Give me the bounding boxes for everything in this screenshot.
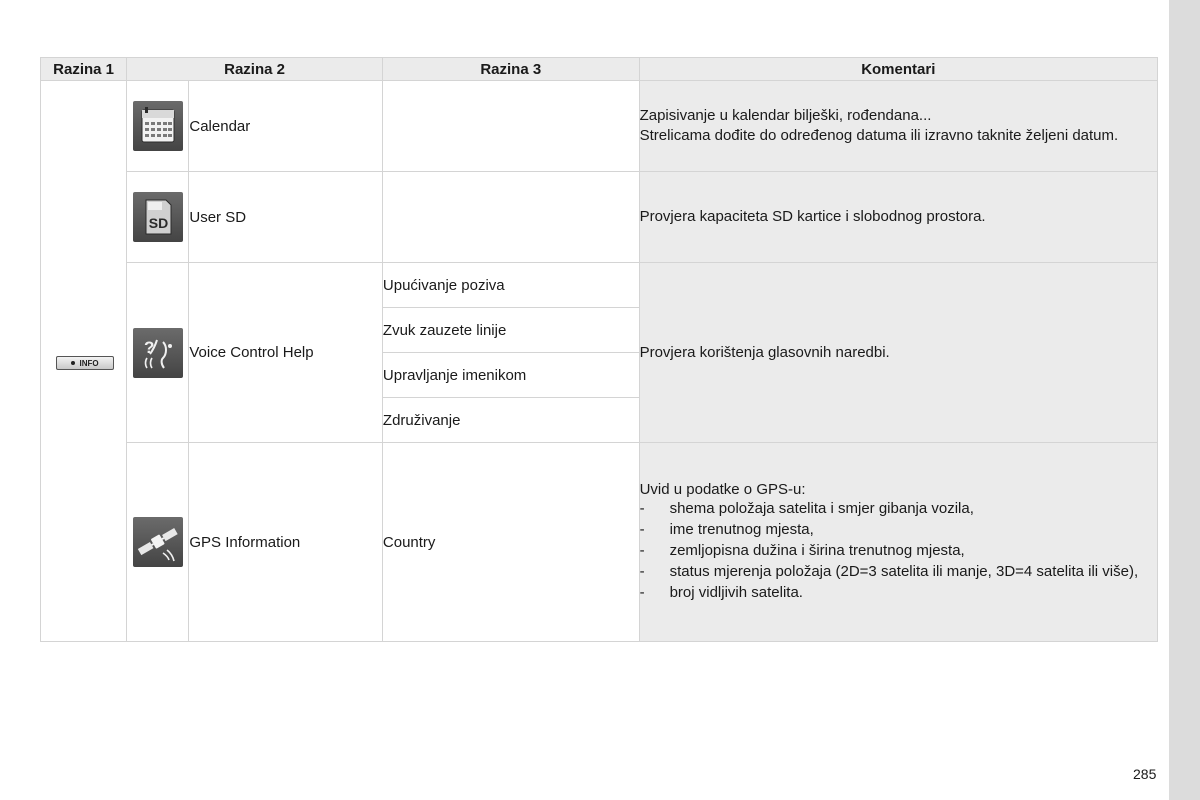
comment-line: Provjera kapaciteta SD kartice i slobodnog prostora. (639, 208, 986, 225)
comment-calendar (639, 81, 1157, 172)
header-level3: Razina 3 (382, 58, 639, 81)
header-level1: Razina 1 (41, 58, 127, 81)
page-edge-strip (1169, 0, 1200, 800)
sd-icon-text: SD (148, 215, 169, 231)
svg-text:?: ? (143, 337, 155, 357)
comment-line: Strelicama dođite do određenog datuma ili izravno taknite željeni datum. (639, 127, 1119, 144)
list-item: - ime trenutnog mjesta, (640, 521, 1157, 538)
sd-icon-cell (127, 172, 189, 263)
gps-icon-cell (127, 443, 189, 642)
comment-voice-help (639, 263, 1157, 443)
comment-line: Uvid u podatke o GPS-u: (639, 480, 806, 498)
level3-item[interactable]: Zvuk zauzete linije (382, 308, 639, 353)
table-row-gps (41, 443, 1158, 642)
level3-item[interactable]: Združivanje (382, 398, 639, 443)
menu-levels-table (40, 57, 1158, 642)
header-comments: Komentari (639, 58, 1157, 81)
calendar-icon[interactable] (133, 101, 183, 151)
sd-card-icon[interactable] (133, 192, 183, 242)
info-button[interactable] (56, 356, 114, 370)
level2-calendar: Calendar (189, 81, 383, 172)
voice-help-icon[interactable] (133, 328, 183, 378)
list-item: - status mjerenja položaja (2D=3 satelita ili manje, 3D=4 satelita ili više), (640, 563, 1157, 580)
list-item: - zemljopisna dužina i širina trenutnog mjesta, (640, 542, 1157, 559)
satellite-icon[interactable] (133, 517, 183, 567)
level3-item[interactable]: Upućivanje poziva (382, 263, 639, 308)
gps-detail-list (640, 500, 1157, 601)
comment-line: Provjera korištenja glasovnih naredbi. (639, 343, 890, 361)
page-number: 285 (1133, 766, 1157, 782)
level2-voice-help: Voice Control Help (189, 263, 383, 443)
table-row-user-sd (41, 172, 1158, 263)
table-row-calendar (41, 81, 1158, 172)
header-row (41, 58, 1158, 81)
info-dot-icon (71, 361, 75, 365)
level3-item[interactable]: Upravljanje imenikom (382, 353, 639, 398)
list-item: - broj vidljivih satelita. (640, 584, 1157, 601)
list-item: - shema položaja satelita i smjer gibanja vozila, (640, 500, 1157, 517)
calendar-icon-cell (127, 81, 189, 172)
level3-item[interactable]: Country (382, 443, 639, 642)
voice-icon-cell (127, 263, 189, 443)
comment-user-sd (639, 172, 1157, 263)
level3-user-sd-empty (382, 172, 639, 263)
header-level2: Razina 2 (127, 58, 383, 81)
info-button-label: INFO (79, 358, 99, 368)
level2-user-sd: User SD (189, 172, 383, 263)
level1-cell (41, 81, 127, 642)
comment-line: Zapisivanje u kalendar bilješki, rođendana... (639, 107, 932, 124)
table-row-voice-help (41, 263, 1158, 308)
level3-calendar-empty (382, 81, 639, 172)
level2-gps: GPS Information (189, 443, 383, 642)
comment-gps (639, 443, 1157, 642)
